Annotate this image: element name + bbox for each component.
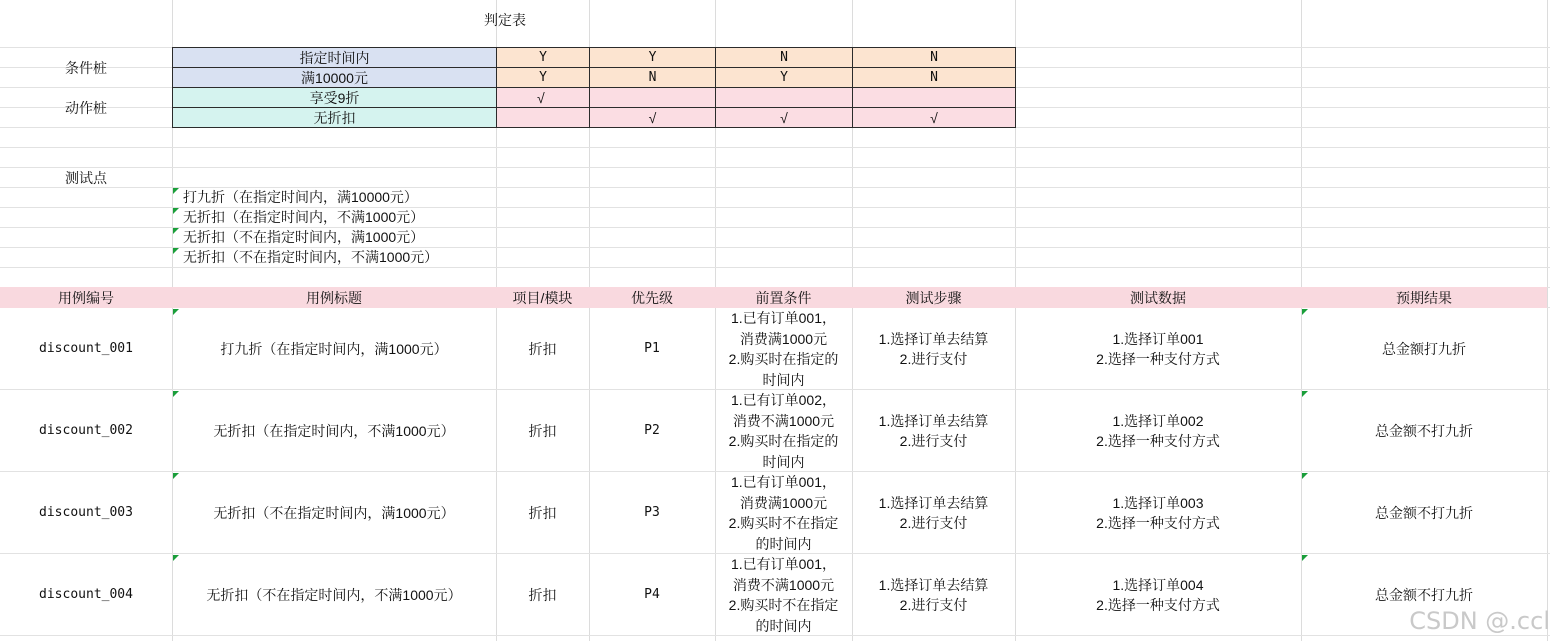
case-title-cell[interactable]: 打九折（在指定时间内，满1000元） [220, 341, 448, 357]
decision-cell[interactable]: Y [715, 67, 853, 88]
precondition-line: 消费不满1000元 [732, 412, 835, 429]
header-expected[interactable]: 预期结果 [1396, 289, 1452, 306]
precondition-line: 2.购买时在指定的 [728, 433, 839, 449]
case-title-cell[interactable]: 无折扣（在指定时间内，不满1000元） [213, 423, 455, 439]
decision-cell[interactable]: √ [852, 107, 1016, 128]
precondition-line: 1.已有订单001， [730, 556, 837, 572]
precondition-line: 时间内 [762, 371, 805, 388]
expected-cell[interactable]: 总金额不打九折 [1375, 423, 1473, 439]
decision-row-label[interactable]: 享受9折 [172, 87, 497, 108]
case-title-cell[interactable]: 无折扣（不在指定时间内，满1000元） [213, 505, 455, 521]
header-module[interactable]: 项目/模块 [512, 289, 573, 306]
decision-row-label[interactable]: 满10000元 [172, 67, 497, 88]
decision-row-label[interactable]: 指定时间内 [172, 47, 497, 68]
csdn-watermark: CSDN @.ccl [1409, 607, 1550, 635]
precondition-line: 消费满1000元 [739, 494, 828, 511]
module-cell[interactable]: 折扣 [528, 423, 557, 439]
header-priority[interactable]: 优先级 [631, 289, 673, 306]
test-data-cell[interactable] [1015, 554, 1301, 636]
decision-cell[interactable]: √ [496, 87, 590, 108]
steps-cell[interactable] [852, 554, 1015, 636]
test-data-cell[interactable] [1015, 308, 1301, 390]
case-id-cell[interactable]: discount_001 [39, 341, 133, 356]
case-id-cell[interactable]: discount_004 [39, 587, 133, 602]
step-line: 1.选择订单去结算 [878, 412, 989, 429]
decision-cell[interactable]: N [852, 67, 1016, 88]
precondition-line: 1.已有订单001， [730, 310, 837, 326]
header-case-id[interactable]: 用例编号 [58, 289, 114, 306]
data-line: 2.选择一种支付方式 [1096, 351, 1220, 367]
decision-row-label[interactable]: 无折扣 [172, 107, 497, 128]
module-cell[interactable]: 折扣 [528, 505, 557, 521]
module-cell[interactable]: 折扣 [528, 587, 557, 603]
step-line: 2.进行支付 [899, 515, 968, 531]
decision-cell[interactable] [852, 87, 1016, 108]
precondition-line: 2.购买时不在指定 [728, 515, 839, 531]
precondition-line: 1.已有订单002， [730, 392, 837, 408]
expected-cell[interactable]: 总金额不打九折 [1375, 505, 1473, 521]
test-point-item[interactable]: 无折扣（在指定时间内，不满1000元） [183, 209, 425, 225]
precondition-line: 的时间内 [755, 617, 812, 634]
header-steps[interactable]: 测试步骤 [905, 289, 962, 306]
steps-cell[interactable] [852, 472, 1015, 554]
case-title-cell[interactable]: 无折扣（不在指定时间内，不满1000元） [206, 587, 462, 603]
steps-cell[interactable] [852, 390, 1015, 472]
header-case-title[interactable]: 用例标题 [306, 289, 362, 306]
data-line: 1.选择订单001 [1112, 330, 1204, 347]
priority-cell[interactable]: P3 [644, 505, 660, 520]
precondition-cell[interactable] [715, 554, 852, 636]
precondition-cell[interactable] [715, 308, 852, 390]
precondition-line: 2.购买时不在指定 [728, 597, 839, 613]
data-line: 1.选择订单002 [1112, 412, 1204, 429]
decision-cell[interactable]: N [852, 47, 1016, 68]
header-precondition[interactable]: 前置条件 [755, 289, 812, 306]
precondition-line: 消费满1000元 [739, 330, 828, 347]
precondition-line: 2.购买时在指定的 [728, 351, 839, 367]
precondition-line: 消费不满1000元 [732, 576, 835, 593]
decision-cell[interactable]: Y [589, 47, 716, 68]
case-id-cell[interactable]: discount_003 [39, 505, 133, 520]
precondition-line: 的时间内 [755, 535, 812, 552]
step-line: 2.进行支付 [899, 597, 968, 613]
decision-cell[interactable]: N [589, 67, 716, 88]
step-line: 2.进行支付 [899, 351, 968, 367]
decision-cell[interactable] [589, 87, 716, 108]
decision-cell[interactable] [715, 87, 853, 108]
sheet-title[interactable]: 判定表 [484, 12, 526, 28]
data-line: 1.选择订单003 [1112, 494, 1204, 511]
test-point-item[interactable]: 无折扣（不在指定时间内，不满1000元） [183, 249, 439, 265]
expected-cell[interactable]: 总金额打九折 [1382, 341, 1466, 357]
precondition-cell[interactable] [715, 472, 852, 554]
data-line: 1.选择订单004 [1112, 576, 1204, 593]
test-point-item[interactable]: 打九折（在指定时间内，满10000元） [183, 189, 418, 205]
test-points-label[interactable]: 测试点 [65, 170, 107, 186]
decision-cell[interactable]: N [715, 47, 853, 68]
step-line: 2.进行支付 [899, 433, 968, 449]
test-data-cell[interactable] [1015, 472, 1301, 554]
decision-cell[interactable]: √ [589, 107, 716, 128]
precondition-line: 1.已有订单001， [730, 474, 837, 490]
priority-cell[interactable]: P4 [644, 587, 660, 602]
data-line: 2.选择一种支付方式 [1096, 515, 1220, 531]
decision-cell[interactable]: Y [496, 47, 590, 68]
module-cell[interactable]: 折扣 [528, 341, 557, 357]
steps-cell[interactable] [852, 308, 1015, 390]
precondition-line: 时间内 [762, 453, 805, 470]
precondition-cell[interactable] [715, 390, 852, 472]
decision-cell[interactable]: √ [715, 107, 853, 128]
test-data-cell[interactable] [1015, 390, 1301, 472]
expected-cell[interactable]: 总金额不打九折 [1375, 587, 1473, 603]
decision-cell[interactable] [496, 107, 590, 128]
data-line: 2.选择一种支付方式 [1096, 433, 1220, 449]
test-point-item[interactable]: 无折扣（不在指定时间内，满1000元） [183, 229, 425, 245]
case-id-cell[interactable]: discount_002 [39, 423, 133, 438]
data-line: 2.选择一种支付方式 [1096, 597, 1220, 613]
step-line: 1.选择订单去结算 [878, 330, 989, 347]
priority-cell[interactable]: P2 [644, 423, 660, 438]
condition-stub-label[interactable]: 条件桩 [65, 60, 107, 76]
priority-cell[interactable]: P1 [644, 341, 660, 356]
action-stub-label[interactable]: 动作桩 [65, 100, 107, 116]
step-line: 1.选择订单去结算 [878, 494, 989, 511]
decision-cell[interactable]: Y [496, 67, 590, 88]
header-test-data[interactable]: 测试数据 [1130, 289, 1186, 306]
step-line: 1.选择订单去结算 [878, 576, 989, 593]
